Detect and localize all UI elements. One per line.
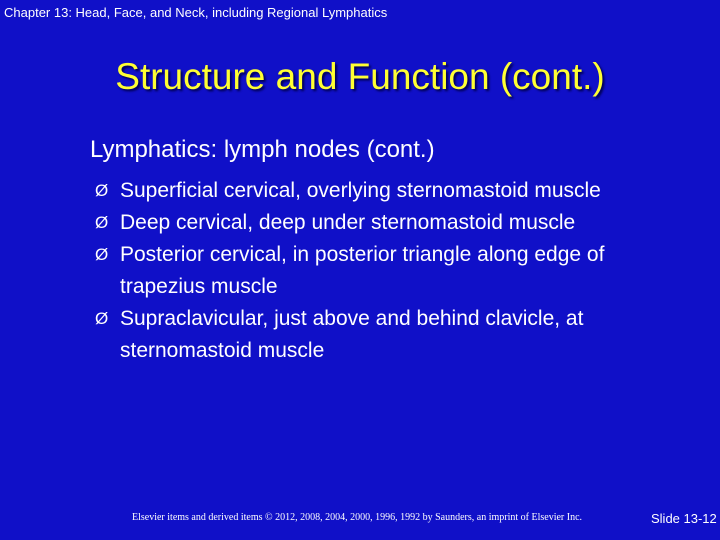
slide-number: Slide 13-12	[651, 511, 717, 526]
slide-title: Structure and Function (cont.)	[115, 56, 605, 97]
sub-bullet-item	[95, 239, 665, 303]
arrow-bullet-icon: Ø	[95, 309, 109, 328]
arrow-bullet-icon: Ø	[95, 245, 109, 264]
sub-bullet-text: Deep cervical, deep under sternomastoid muscle	[120, 211, 576, 234]
arrow-bullet-icon: Ø	[95, 213, 109, 232]
sub-bullet-item	[95, 303, 665, 367]
sub-bullet-text: Posterior cervical, in posterior triangle along edge of trapezius muscle	[120, 243, 605, 298]
arrow-bullet-icon: Ø	[95, 181, 109, 200]
footer-copyright: Elsevier items and derived items © 2012, 2008, 2004, 2000, 1996, 1992 by Saunders, an imprint of Elsevier Inc.	[132, 512, 583, 523]
main-bullet-text: Lymphatics: lymph nodes (cont.)	[90, 136, 435, 163]
sub-bullet-list	[95, 175, 665, 367]
sub-bullet-text: Supraclavicular, just above and behind clavicle, at sternomastoid muscle	[120, 307, 584, 362]
chapter-header: Chapter 13: Head, Face, and Neck, including Regional Lymphatics	[4, 5, 388, 20]
sub-bullet-text: Superficial cervical, overlying sternomastoid muscle	[120, 179, 601, 202]
sub-bullet-item	[95, 175, 665, 207]
sub-bullet-item	[95, 207, 665, 239]
